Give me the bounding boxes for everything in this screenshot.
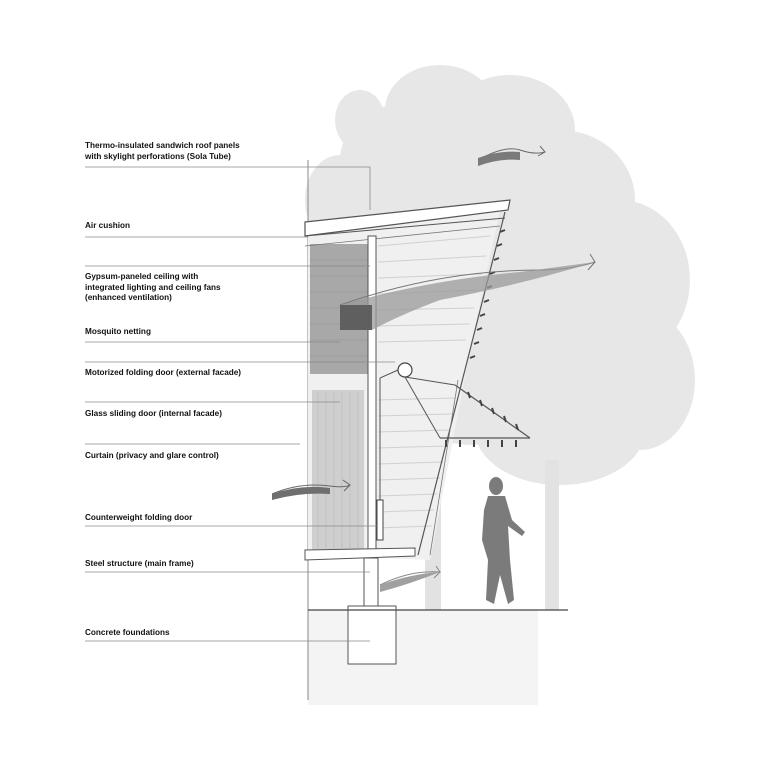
label-glass-door: Glass sliding door (internal facade) (85, 409, 222, 418)
pulley (398, 363, 412, 377)
steel-column (368, 236, 376, 556)
counterweight (377, 500, 383, 540)
ground-shade (308, 610, 538, 705)
label-mosquito-netting: Mosquito netting (85, 327, 151, 336)
foundation-footing (348, 606, 396, 664)
label-air-cushion: Air cushion (85, 221, 131, 230)
label-steel-structure: Steel structure (main frame) (85, 559, 194, 568)
label-curtain: Curtain (privacy and glare control) (85, 451, 219, 460)
person-silhouette (482, 477, 525, 604)
foundation-pier (364, 558, 378, 606)
label-ceiling: Gypsum-paneled ceiling with integrated lighting and ceiling fans (enhanced ventilation) (85, 272, 221, 302)
label-motorized-door: Motorized folding door (external facade) (85, 368, 242, 377)
label-counterweight: Counterweight folding door (85, 513, 193, 522)
label-foundations: Concrete foundations (85, 628, 170, 637)
label-roof-panels: Thermo-insulated sandwich roof panels with skylight perforations (Sola Tube) (85, 141, 240, 161)
